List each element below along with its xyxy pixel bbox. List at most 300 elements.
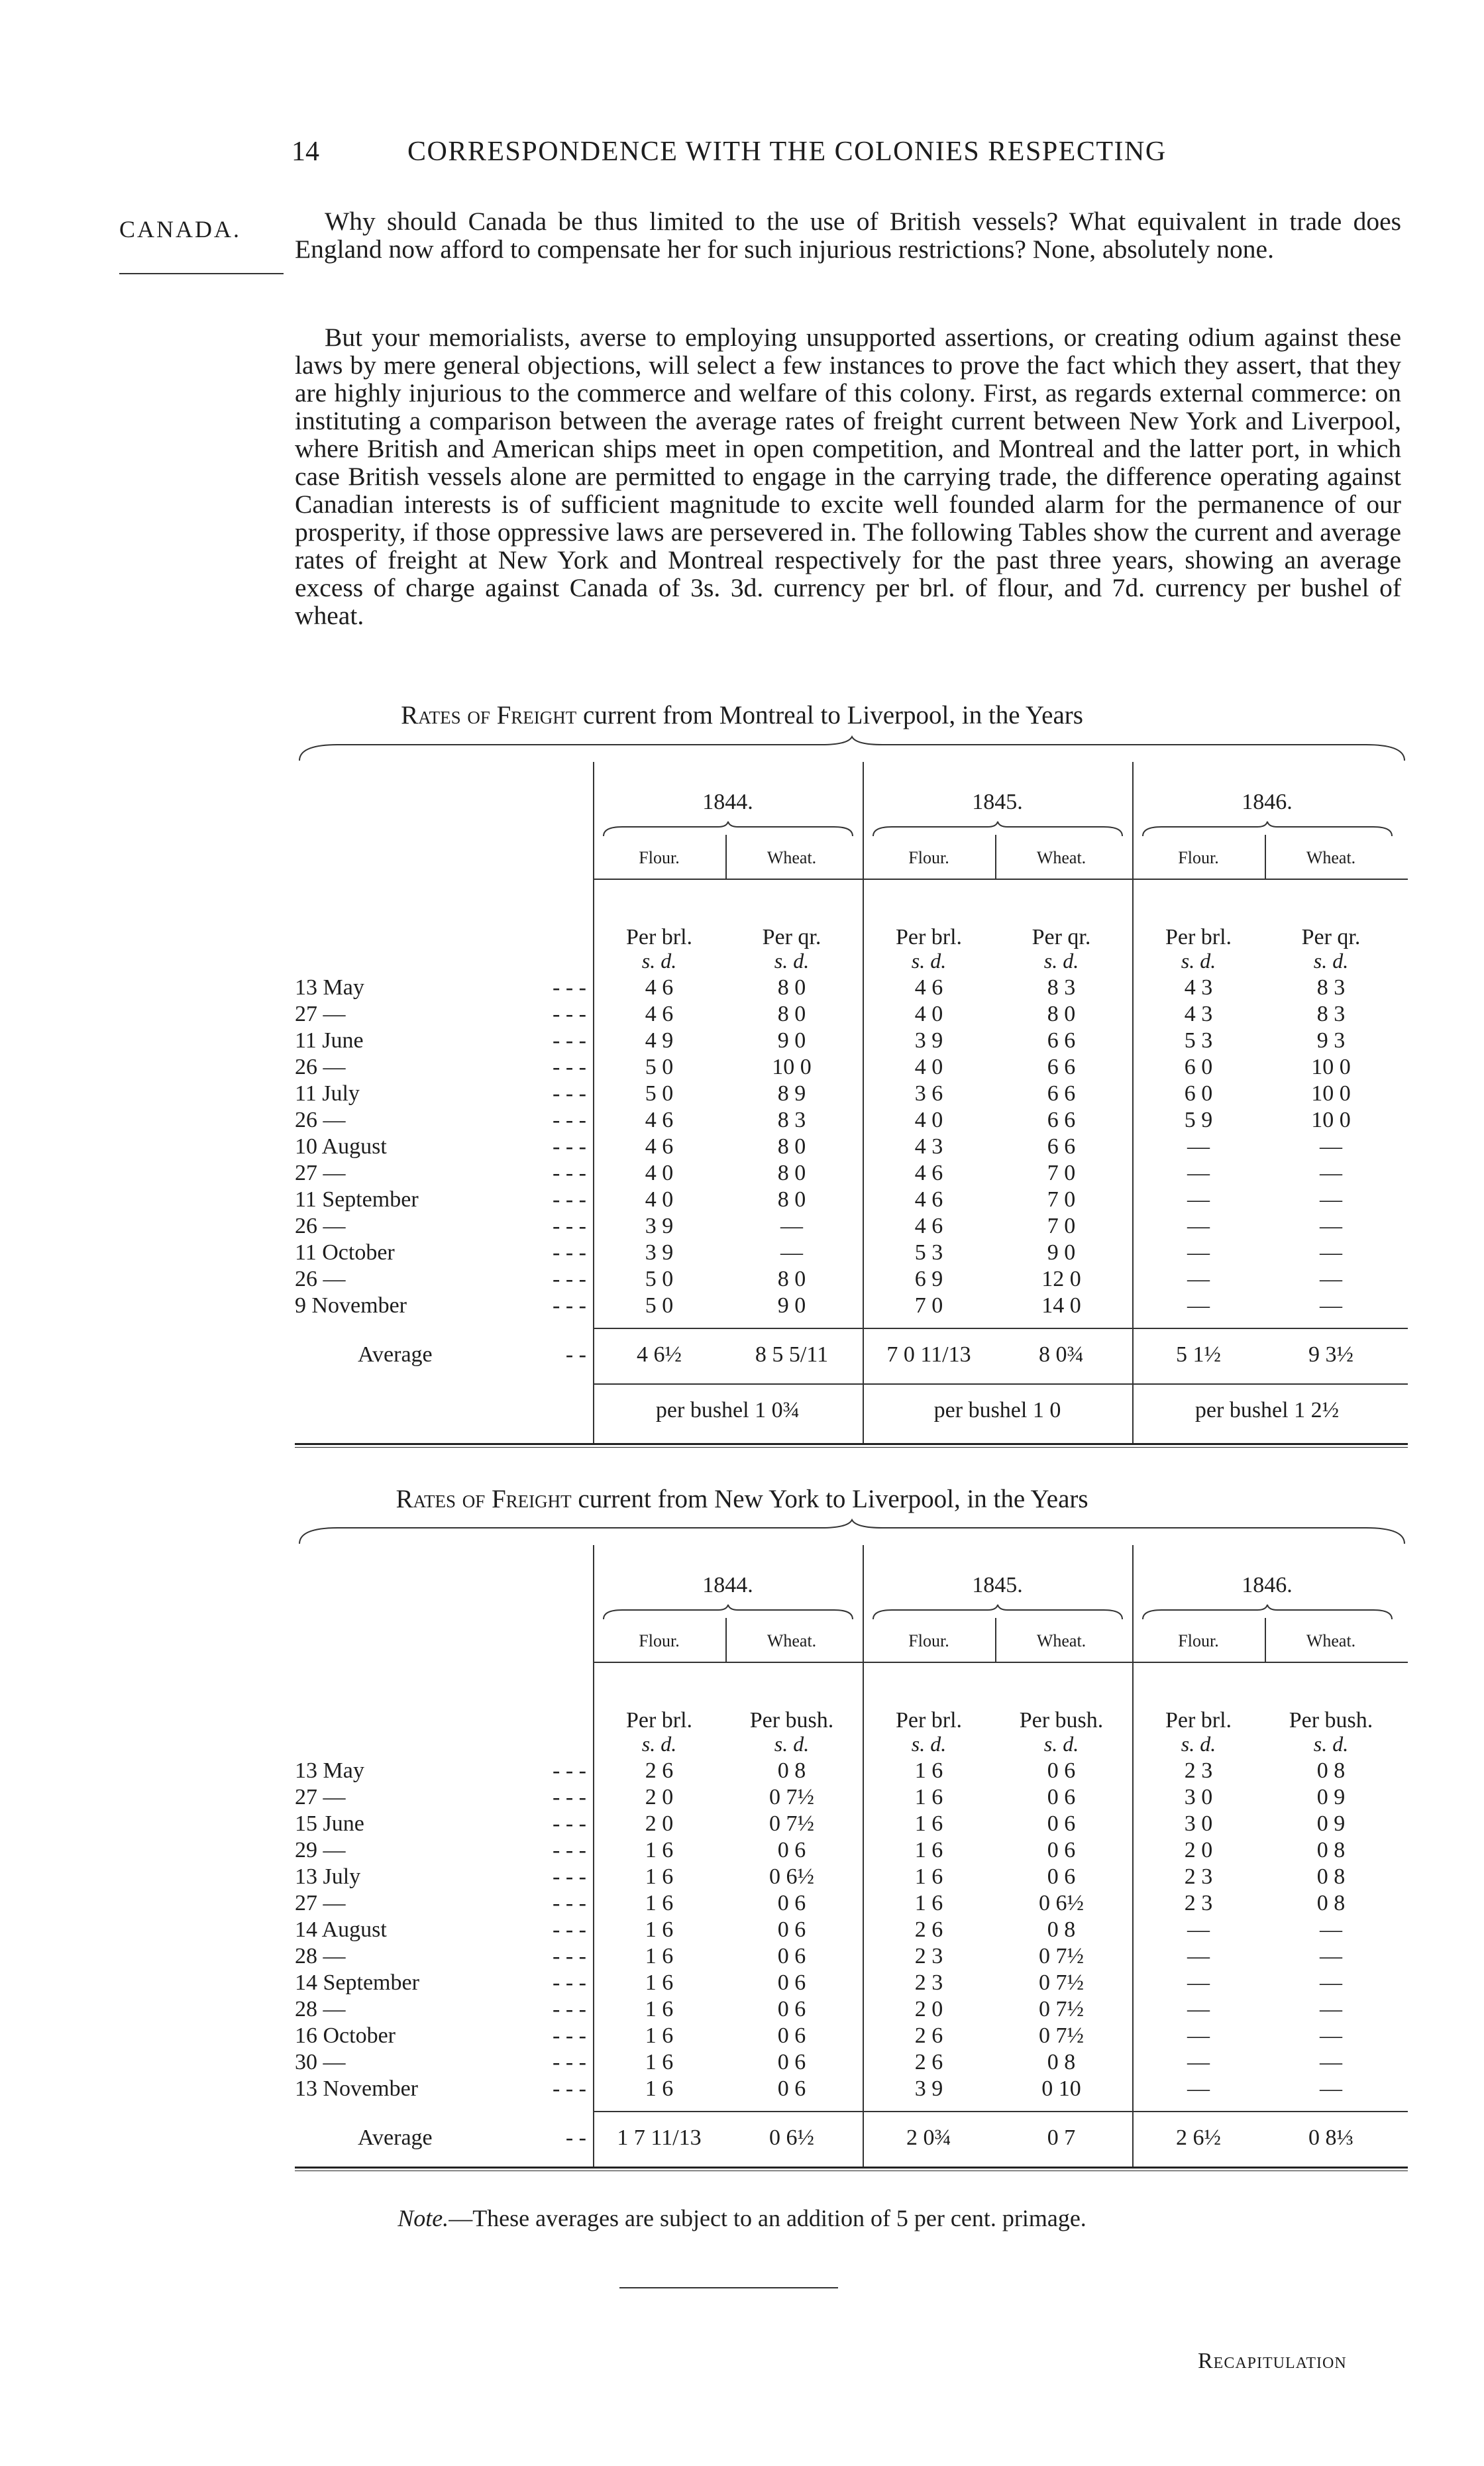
table-1-rule-perbushel <box>593 1383 1408 1385</box>
table-2-subhead-2: Wheat. <box>767 1631 817 1650</box>
table-1-colhead-2: Per qr. <box>762 925 822 949</box>
table-1-average-cell: 5 1½ <box>1176 1342 1221 1367</box>
table-1-caption-sc: Rates of Freight <box>401 701 577 729</box>
table-1-cell: 6 0 <box>1184 1055 1213 1079</box>
table-1-year-1: 1844. <box>702 790 753 814</box>
table-1-cell: 4 0 <box>914 1002 943 1026</box>
table-1-row-label: 11 July <box>295 1081 360 1106</box>
table-2-leader: - - - <box>553 2023 586 2048</box>
table-1-cell: 4 6 <box>914 1214 943 1238</box>
margin-rule <box>119 273 284 274</box>
table-2-leader: - - - <box>553 2050 586 2074</box>
table-2-cell: 0 10 <box>1041 2076 1081 2101</box>
table-1-average-cell: 8 0¾ <box>1039 1342 1084 1367</box>
table-1-cell: 5 9 <box>1184 1108 1213 1132</box>
table-1-cell: 4 9 <box>645 1028 674 1053</box>
table-1-cell: 14 0 <box>1041 1293 1081 1318</box>
table-1-cell: 4 0 <box>914 1055 943 1079</box>
table-2-colhead-4: Per bush. <box>1019 1708 1104 1733</box>
table-2-cell: — <box>1187 1944 1210 1968</box>
table-2-caption <box>0 1484 1484 1514</box>
table-1-cell: 6 6 <box>1047 1108 1076 1132</box>
table-1-row-label: 10 August <box>295 1134 387 1159</box>
table-2-cell: 2 0 <box>645 1811 674 1836</box>
table-1-cell: — <box>1187 1187 1210 1212</box>
table-1-cell: 7 0 <box>1047 1187 1076 1212</box>
table-1-cell: — <box>1187 1293 1210 1318</box>
table-2-row-label: 27 — <box>295 1785 346 1809</box>
table-2-cell: 0 8 <box>1316 1838 1346 1862</box>
table-2-cell: — <box>1320 1997 1342 2021</box>
table-1-year-2: 1845. <box>972 790 1023 814</box>
table-2-unit-5: s. d. <box>1181 1732 1216 1756</box>
table-1-cell: 8 0 <box>777 1267 806 1291</box>
table-1-cell: 5 0 <box>645 1293 674 1318</box>
table-1-cell: 8 0 <box>777 975 806 1000</box>
table-2-cell: — <box>1320 2076 1342 2101</box>
table-2-leader: - - - <box>553 1944 586 1968</box>
table-2-cell: 0 8 <box>1316 1864 1346 1889</box>
table-1-colhead-5: Per brl. <box>1165 925 1232 949</box>
table-1-per-bushel-2: per bushel 1 0 <box>933 1398 1061 1422</box>
table-1-unit-1: s. d. <box>641 949 677 973</box>
table-1-cell: 4 6 <box>645 1108 674 1132</box>
table-1-average-cell: 9 3½ <box>1308 1342 1353 1367</box>
table-2-leader: - - - <box>553 1785 586 1809</box>
table-2-subhead-4: Wheat. <box>1036 1631 1086 1650</box>
table-2-cell: 0 6 <box>1047 1838 1076 1862</box>
table-2-year-brace-1 <box>602 1603 854 1621</box>
table-2-row-label: 29 — <box>295 1838 346 1862</box>
table-1-colhead-3: Per brl. <box>895 925 963 949</box>
table-1-cell: 8 9 <box>777 1081 806 1106</box>
note-label: Note. <box>398 2205 449 2231</box>
table-2-cell: 2 6 <box>645 1758 674 1783</box>
table-1-cell: 4 0 <box>645 1161 674 1185</box>
table-1-cell: 6 9 <box>914 1267 943 1291</box>
table-2-cell: 1 6 <box>645 1838 674 1862</box>
table-2-subhead-1: Flour. <box>639 1631 680 1650</box>
table-2-cell: 1 6 <box>914 1785 943 1809</box>
table-1-cell: 7 0 <box>914 1293 943 1318</box>
table-1-unit-6: s. d. <box>1313 949 1349 973</box>
table-1-subhead-4: Wheat. <box>1036 848 1086 867</box>
table-1-cell: — <box>1320 1161 1342 1185</box>
table-2-cell: 2 3 <box>1184 1758 1213 1783</box>
table-1-average-cell: 8 5 5/11 <box>755 1342 829 1367</box>
table-1-cell: 4 6 <box>914 1161 943 1185</box>
table-note <box>0 2204 1484 2232</box>
table-1-cell: — <box>1187 1267 1210 1291</box>
table-2-cell: 0 8 <box>1316 1758 1346 1783</box>
table-1-cell: — <box>1320 1134 1342 1159</box>
table-1-rule-top <box>593 879 1408 880</box>
table-2-cell: 0 6 <box>1047 1864 1076 1889</box>
table-1-cell: 4 6 <box>645 1002 674 1026</box>
table-1-leader: - - - <box>553 975 586 1000</box>
table-2-year-1: 1844. <box>702 1573 753 1597</box>
table-1-rule-avg <box>593 1328 1408 1329</box>
table-2-leader: - - - <box>553 1811 586 1836</box>
table-2-cell: 2 6 <box>914 2050 943 2074</box>
table-2 <box>295 1545 1408 2191</box>
table-1-cell: 8 3 <box>1047 975 1076 1000</box>
table-1-colhead-6: Per qr. <box>1301 925 1361 949</box>
table-1-unit-2: s. d. <box>774 949 810 973</box>
margin-note: CANADA. <box>119 216 242 242</box>
page-number: 14 <box>292 136 319 167</box>
table-1-leader: - - - <box>553 1134 586 1159</box>
table-1-cell: 9 0 <box>1047 1240 1076 1265</box>
table-1-cell: 9 0 <box>777 1293 806 1318</box>
table-1-unit-5: s. d. <box>1181 949 1216 973</box>
table-2-cell: — <box>1320 2023 1342 2048</box>
catchword: Recapitulation <box>1198 2349 1347 2373</box>
table-1-cell: — <box>780 1214 803 1238</box>
table-1-subhead-3: Flour. <box>908 848 949 867</box>
table-2-cell: 0 6 <box>777 2023 806 2048</box>
table-2-rule-avg <box>593 2111 1408 2112</box>
table-2-cell: 1 6 <box>914 1891 943 1915</box>
table-1-cell: 5 3 <box>914 1240 943 1265</box>
table-2-cell: 0 7½ <box>769 1811 814 1836</box>
table-2-cell: 0 8 <box>1047 1917 1076 1942</box>
table-1-unit-4: s. d. <box>1043 949 1079 973</box>
table-2-cell: 1 6 <box>645 1917 674 1942</box>
table-2-cell: — <box>1187 1917 1210 1942</box>
table-1-row-label: 27 — <box>295 1002 346 1026</box>
table-2-year-2: 1845. <box>972 1573 1023 1597</box>
table-2-cell: 0 6 <box>777 1944 806 1968</box>
table-2-cell: 0 9 <box>1316 1785 1346 1809</box>
table-1-row-label: 26 — <box>295 1055 346 1079</box>
table-1-cell: 8 3 <box>1316 1002 1346 1026</box>
table-1-cell: 4 6 <box>914 1187 943 1212</box>
table-2-colhead-3: Per brl. <box>895 1708 963 1733</box>
table-1-leader: - - - <box>553 1267 586 1291</box>
table-2-row-label: 13 November <box>295 2076 419 2101</box>
table-1-cell: — <box>1320 1214 1342 1238</box>
table-1-cell: 5 0 <box>645 1055 674 1079</box>
table-1-cell: 10 0 <box>772 1055 812 1079</box>
table-2-leader: - - - <box>553 1891 586 1915</box>
table-1-cell: 9 0 <box>777 1028 806 1053</box>
table-1-row-label: 26 — <box>295 1108 346 1132</box>
table-1-subhead-2: Wheat. <box>767 848 817 867</box>
table-1-row-label: 27 — <box>295 1161 346 1185</box>
table-2-row-label: 30 — <box>295 2050 346 2074</box>
table-2-cell: 2 3 <box>1184 1891 1213 1915</box>
table-2-caption-sc: Rates of Freight <box>396 1485 572 1513</box>
table-1-cell: — <box>1187 1240 1210 1265</box>
table-1-leader: - - - <box>553 1002 586 1026</box>
table-1-leader: - - - <box>553 1108 586 1132</box>
table-2-row-label: 27 — <box>295 1891 346 1915</box>
table-2-average-cell: 0 8⅓ <box>1308 2125 1353 2150</box>
table-2-cell: 1 6 <box>645 2050 674 2074</box>
table-2-cell: — <box>1187 2076 1210 2101</box>
table-1-cell: 8 0 <box>777 1134 806 1159</box>
table-1-cell: 4 6 <box>645 1134 674 1159</box>
table-2-cell: 0 7½ <box>1039 1970 1084 1995</box>
table-1-cell: 9 3 <box>1316 1028 1346 1053</box>
table-1-year-3: 1846. <box>1242 790 1293 814</box>
table-2-row-label: 28 — <box>295 1944 346 1968</box>
table-1-row-label: 11 October <box>295 1240 395 1265</box>
table-1-average-cell: 4 6½ <box>637 1342 682 1367</box>
table-1-cell: 8 0 <box>777 1002 806 1026</box>
table-2-colhead-2: Per bush. <box>749 1708 834 1733</box>
table-2-unit-2: s. d. <box>774 1732 810 1756</box>
table-1-cell: 6 6 <box>1047 1134 1076 1159</box>
table-2-colhead-5: Per brl. <box>1165 1708 1232 1733</box>
table-2-cell: — <box>1187 1997 1210 2021</box>
table-2-unit-3: s. d. <box>911 1732 947 1756</box>
table-2-subhead-6: Wheat. <box>1306 1631 1356 1650</box>
table-1-cell: 5 0 <box>645 1081 674 1106</box>
table-2-average-label: Average <box>358 2125 433 2150</box>
page-header <box>292 136 1404 182</box>
table-1-cell: 6 6 <box>1047 1055 1076 1079</box>
table-2-cell: 0 7½ <box>769 1785 814 1809</box>
table-2-row-label: 15 June <box>295 1811 364 1836</box>
table-2-unit-4: s. d. <box>1043 1732 1079 1756</box>
table-2-leader: - - - <box>553 1838 586 1862</box>
table-2-row-label: 16 October <box>295 2023 396 2048</box>
table-2-cell: 1 6 <box>645 2023 674 2048</box>
running-title: CORRESPONDENCE WITH THE COLONIES RESPECTING <box>407 136 1167 167</box>
table-1-cell: 8 0 <box>1047 1002 1076 1026</box>
table-2-avg-leader: - - <box>565 2125 586 2150</box>
table-2-cell: 2 0 <box>914 1997 943 2021</box>
table-1-cell: 4 6 <box>645 975 674 1000</box>
table-2-cell: 0 6 <box>777 2050 806 2074</box>
table-2-cell: 0 6 <box>1047 1758 1076 1783</box>
table-2-year-3: 1846. <box>1242 1573 1293 1597</box>
table-2-cell: 0 6 <box>777 1970 806 1995</box>
table-2-cell: 0 6 <box>777 1917 806 1942</box>
table-1-cell: — <box>1320 1187 1342 1212</box>
table-2-cell: — <box>1320 1970 1342 1995</box>
table-1-cell: — <box>1187 1214 1210 1238</box>
table-2-leader: - - - <box>553 1758 586 1783</box>
table-2-cell: 0 6 <box>777 1838 806 1862</box>
table-1-leader: - - - <box>553 1214 586 1238</box>
table-1-cell: — <box>1187 1161 1210 1185</box>
table-1-row-label: 26 — <box>295 1267 346 1291</box>
table-2-cell: 0 8 <box>777 1758 806 1783</box>
table-2-leader: - - - <box>553 1864 586 1889</box>
table-2-average-cell: 2 6½ <box>1176 2125 1221 2150</box>
table-2-cell: — <box>1187 2050 1210 2074</box>
table-1-cell: 3 6 <box>914 1081 943 1106</box>
table-2-colhead-1: Per brl. <box>625 1708 693 1733</box>
table-2-cell: 0 6½ <box>769 1864 814 1889</box>
table-1-average-cell: 7 0 11/13 <box>886 1342 971 1367</box>
table-1-subhead-5: Flour. <box>1178 848 1219 867</box>
table-1-cell: 4 3 <box>1184 1002 1213 1026</box>
table-2-cell: 3 0 <box>1184 1811 1213 1836</box>
table-1-year-brace-1 <box>602 820 854 837</box>
table-2-rule-top <box>593 1662 1408 1663</box>
table-1-rule-bottom-2 <box>295 1447 1408 1448</box>
table-1-caption-rest: current from Montreal to Liverpool, in the Years <box>576 701 1083 729</box>
table-1-cell: — <box>1320 1267 1342 1291</box>
table-1-colhead-4: Per qr. <box>1032 925 1091 949</box>
table-1-subhead-1: Flour. <box>639 848 680 867</box>
table-1-cell: 8 0 <box>777 1187 806 1212</box>
table-2-cell: 0 7½ <box>1039 2023 1084 2048</box>
table-2-unit-1: s. d. <box>641 1732 677 1756</box>
paragraph-2: But your memorialists, averse to employing unsupported assertions, or creating odium against these laws by mere general objections, will select a few instances to prove the fact which they assert, that they are highly injurious to the commerce and welfare of this colony. First, as regards external commerce: on instituting a comparison between the average rates of freight current between New York and Liverpool, where British and American ships meet in open competition, and Montreal and the latter port, in which case British vessels alone are permitted to engage in the carrying trade, the difference operating against Canadian interests is of sufficient magnitude to excite well founded alarm for the permanence of our prosperity, if those oppressive laws are persevered in. The following Tables show the current and average rates of freight at New York and Montreal respectively for the past three years, showing an average excess of charge against Canada of 3s. 3d. currency per brl. of flour, and 7d. currency per bushel of wheat. <box>295 323 1401 630</box>
table-1-cell: 3 9 <box>645 1240 674 1265</box>
table-2-cell: 1 6 <box>914 1838 943 1862</box>
table-2-cell: 0 6 <box>1047 1785 1076 1809</box>
table-2-cell: 3 0 <box>1184 1785 1213 1809</box>
table-1-leader: - - - <box>553 1028 586 1053</box>
table-2-cell: 0 7½ <box>1039 1997 1084 2021</box>
table-1-leader: - - - <box>553 1081 586 1106</box>
table-1-cell: — <box>1320 1240 1342 1265</box>
table-1-rule-bottom <box>295 1443 1408 1445</box>
table-2-cell: 0 6½ <box>1039 1891 1084 1915</box>
table-2-year-brace-2 <box>872 1603 1124 1621</box>
table-2-cell: 2 3 <box>914 1970 943 1995</box>
table-1-cell: 5 0 <box>645 1267 674 1291</box>
table-1-year-brace-3 <box>1141 820 1393 837</box>
table-1-cell: 10 0 <box>1311 1081 1351 1106</box>
table-1-cell: — <box>780 1240 803 1265</box>
table-2-caption-rest: current from New York to Liverpool, in the Years <box>571 1485 1088 1513</box>
table-1-leader: - - - <box>553 1293 586 1318</box>
table-2-cell: — <box>1187 2023 1210 2048</box>
table-2-average-cell: 0 6½ <box>769 2125 814 2150</box>
table-1-year-brace-2 <box>872 820 1124 837</box>
table-2-cell: 0 7½ <box>1039 1944 1084 1968</box>
table-2-row-label: 13 May <box>295 1758 364 1783</box>
table-1-leader: - - - <box>553 1187 586 1212</box>
table-1-cell: 8 0 <box>777 1161 806 1185</box>
table-2-cell: 0 8 <box>1047 2050 1076 2074</box>
table-2-cell: 0 6 <box>777 2076 806 2101</box>
table-1-cell: 3 9 <box>645 1214 674 1238</box>
table-1-row-label: 26 — <box>295 1214 346 1238</box>
table-1-leader: - - - <box>553 1055 586 1079</box>
table-1-colhead-1: Per brl. <box>625 925 693 949</box>
table-2-rule-bottom <box>295 2167 1408 2169</box>
table-2-average-cell: 2 0¾ <box>906 2125 951 2150</box>
table-2-cell: 1 6 <box>645 2076 674 2101</box>
table-2-cell: 1 6 <box>645 1944 674 1968</box>
table-2-subhead-3: Flour. <box>908 1631 949 1650</box>
table-1-caption <box>0 700 1484 730</box>
table-1-cell: 6 0 <box>1184 1081 1213 1106</box>
table-1-cell: — <box>1320 1293 1342 1318</box>
table-2-cell: 2 3 <box>914 1944 943 1968</box>
table-2-average-cell: 0 7 <box>1047 2125 1076 2150</box>
table-2-row-label: 28 — <box>295 1997 346 2021</box>
table-1-unit-3: s. d. <box>911 949 947 973</box>
table-2-cell: 1 6 <box>645 1970 674 1995</box>
table-2-cell: 2 6 <box>914 1917 943 1942</box>
table-1-brace <box>298 735 1406 762</box>
table-2-cell: 0 6 <box>777 1891 806 1915</box>
table-1-cell: 4 3 <box>1184 975 1213 1000</box>
table-1-row-label: 11 September <box>295 1187 419 1212</box>
table-2-row-label: 14 September <box>295 1970 419 1995</box>
table-2-cell: 1 6 <box>645 1891 674 1915</box>
table-2-colhead-6: Per bush. <box>1289 1708 1373 1733</box>
table-1-cell: 8 3 <box>777 1108 806 1132</box>
table-1-avg-leader: - - <box>565 1342 586 1367</box>
table-1 <box>295 762 1408 1451</box>
table-2-cell: — <box>1320 2050 1342 2074</box>
table-2-cell: 0 6 <box>777 1997 806 2021</box>
table-1-cell: 4 0 <box>645 1187 674 1212</box>
table-1-cell: 10 0 <box>1311 1108 1351 1132</box>
table-1-cell: 10 0 <box>1311 1055 1351 1079</box>
table-2-cell: 0 9 <box>1316 1811 1346 1836</box>
table-1-row-label: 11 June <box>295 1028 364 1053</box>
table-1-cell: 7 0 <box>1047 1214 1076 1238</box>
table-2-row-label: 13 July <box>295 1864 361 1889</box>
table-2-cell: 1 6 <box>914 1758 943 1783</box>
table-2-row-label: 14 August <box>295 1917 387 1942</box>
table-1-cell: 7 0 <box>1047 1161 1076 1185</box>
table-1-cell: 4 6 <box>914 975 943 1000</box>
table-2-cell: 3 9 <box>914 2076 943 2101</box>
table-2-subhead-5: Flour. <box>1178 1631 1219 1650</box>
table-1-row-label: 9 November <box>295 1293 407 1318</box>
table-1-per-bushel-3: per bushel 1 2½ <box>1194 1398 1340 1422</box>
table-1-cell: 4 0 <box>914 1108 943 1132</box>
paragraph-1: Why should Canada be thus limited to the use of British vessels? What equivalent in trade does England now afford to compensate her for such injurious restrictions? None, absolutely none. <box>295 207 1401 264</box>
table-2-cell: 0 8 <box>1316 1891 1346 1915</box>
table-2-cell: — <box>1320 1944 1342 1968</box>
end-rule <box>619 2287 838 2288</box>
table-1-cell: 4 3 <box>914 1134 943 1159</box>
table-2-average-cell: 1 7 11/13 <box>617 2125 702 2150</box>
table-2-leader: - - - <box>553 1917 586 1942</box>
table-2-cell: 1 6 <box>645 1864 674 1889</box>
table-1-cell: 12 0 <box>1041 1267 1081 1291</box>
table-1-average-label: Average <box>358 1342 433 1367</box>
table-1-cell: 5 3 <box>1184 1028 1213 1053</box>
table-1-cell: 6 6 <box>1047 1081 1076 1106</box>
table-2-cell: 2 6 <box>914 2023 943 2048</box>
table-1-leader: - - - <box>553 1240 586 1265</box>
table-1-row-label: 13 May <box>295 975 364 1000</box>
table-2-cell: 1 6 <box>914 1811 943 1836</box>
table-1-cell: 3 9 <box>914 1028 943 1053</box>
table-2-cell: — <box>1320 1917 1342 1942</box>
table-2-cell: 1 6 <box>645 1997 674 2021</box>
table-2-cell: 1 6 <box>914 1864 943 1889</box>
table-1-subhead-6: Wheat. <box>1306 848 1356 867</box>
table-1-leader: - - - <box>553 1161 586 1185</box>
table-2-cell: 2 3 <box>1184 1864 1213 1889</box>
table-1-cell: 6 6 <box>1047 1028 1076 1053</box>
table-1-per-bushel-1: per bushel 1 0¾ <box>655 1398 800 1422</box>
table-2-leader: - - - <box>553 1997 586 2021</box>
table-1-cell: — <box>1187 1134 1210 1159</box>
table-2-cell: 2 0 <box>1184 1838 1213 1862</box>
table-2-unit-6: s. d. <box>1313 1732 1349 1756</box>
table-2-leader: - - - <box>553 1970 586 1995</box>
table-2-cell: 0 6 <box>1047 1811 1076 1836</box>
table-2-brace <box>298 1519 1406 1545</box>
note-text: —These averages are subject to an addition of 5 per cent. primage. <box>449 2205 1086 2231</box>
